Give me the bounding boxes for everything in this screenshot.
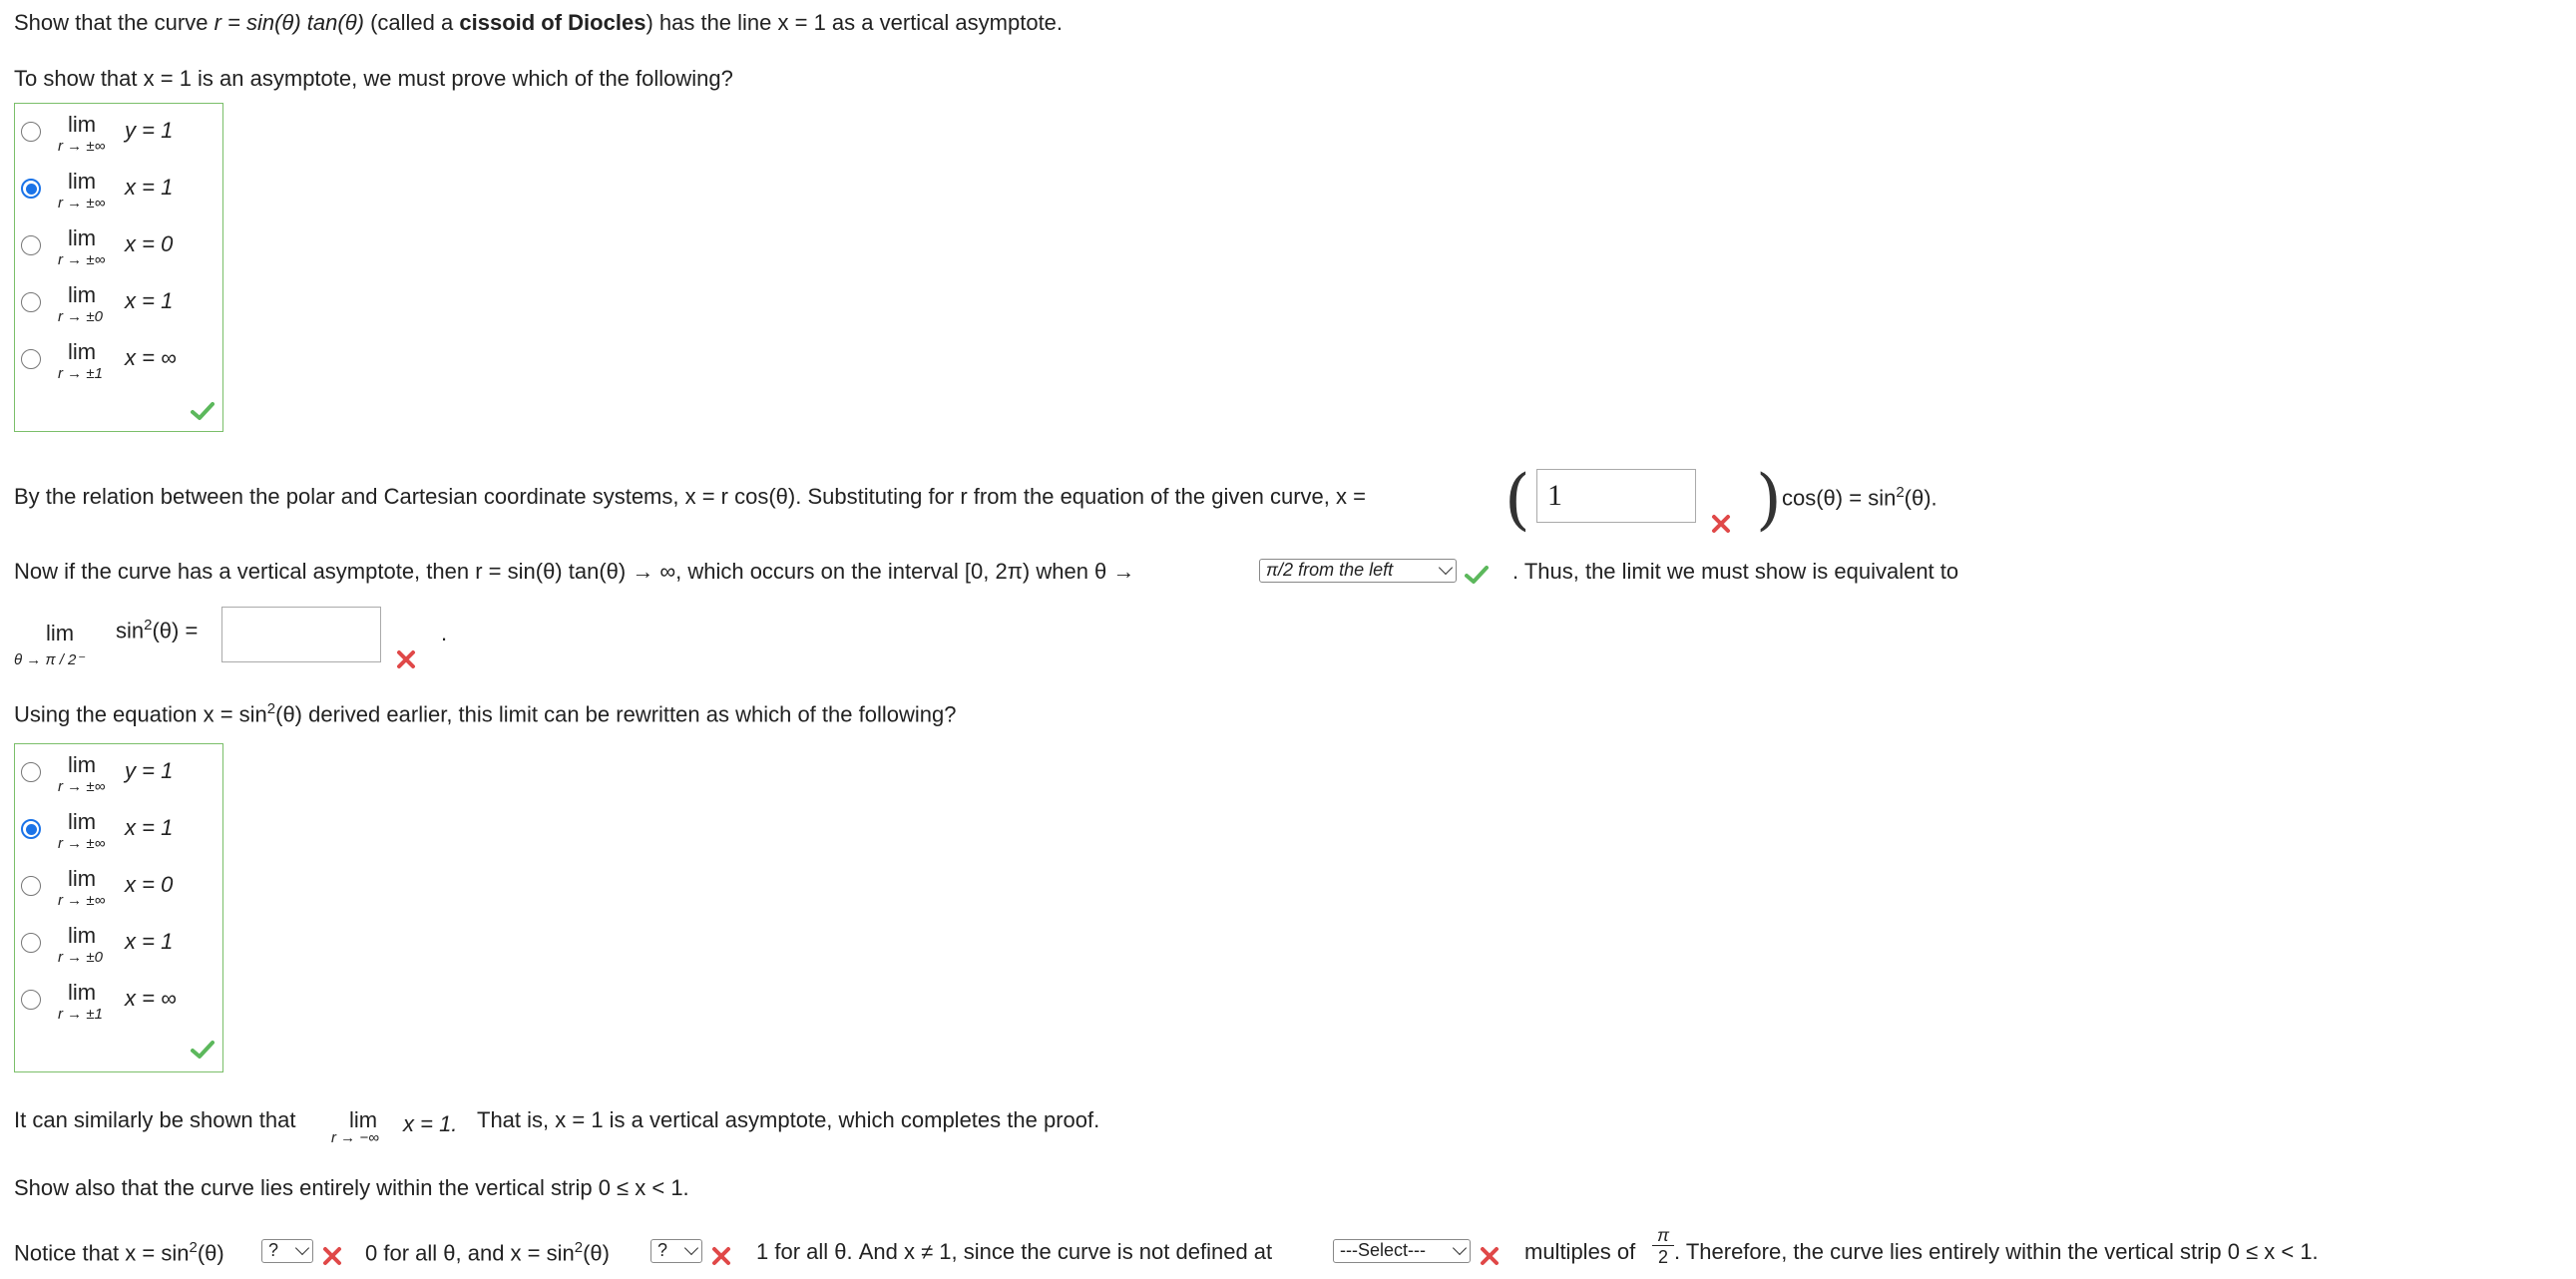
- notice-text-2: 0 for all θ, and $x = \sin^2(\theta)$: [365, 1239, 610, 1266]
- question-2-choices: [14, 743, 223, 1072]
- relation-equation-tail: $\cos(\theta) = \sin^2(\theta)$.: [1782, 484, 1937, 511]
- q1-option-2[interactable]: lim r → ±∞ x = 1: [21, 167, 215, 222]
- similar-text-tail: That is, x = 1 is a vertical asymptote, which completes the proof.: [477, 1107, 1100, 1132]
- notice-text-4: multiples of: [1524, 1239, 1636, 1264]
- incorrect-x-icon: [321, 1245, 343, 1267]
- inequality-select-1[interactable]: ?: [261, 1239, 313, 1263]
- right-paren: ): [1756, 461, 1782, 538]
- q2-option-2[interactable]: lim r → ±∞ x = 1: [21, 807, 215, 863]
- radio-button[interactable]: [21, 876, 41, 896]
- limit-period: .: [441, 621, 448, 645]
- radio-button[interactable]: [21, 990, 41, 1010]
- notice-text-1: Notice that $x = \sin^2(\theta)$: [14, 1239, 224, 1266]
- multiples-select[interactable]: ---Select---: [1333, 1239, 1471, 1263]
- inequality-select-2[interactable]: ?: [650, 1239, 702, 1263]
- radio-button[interactable]: [21, 933, 41, 953]
- radio-button-selected[interactable]: [21, 179, 41, 199]
- q1-option-5[interactable]: lim r → ±1 x = ∞: [21, 337, 215, 393]
- radio-button[interactable]: [21, 122, 41, 142]
- q1-option-4[interactable]: lim r → ±0 x = 1: [21, 280, 215, 336]
- limit-value-input[interactable]: [221, 607, 381, 662]
- incorrect-x-icon: [1479, 1245, 1501, 1267]
- correct-check-icon: [191, 1040, 215, 1060]
- incorrect-x-icon: [395, 648, 417, 670]
- q2-option-5[interactable]: lim r → ±1 x = ∞: [21, 978, 215, 1034]
- similar-rhs: x = 1.: [403, 1111, 458, 1136]
- correct-check-icon: [191, 401, 215, 421]
- q2-option-3[interactable]: lim r → ±∞ x = 0: [21, 864, 215, 920]
- relation-text: By the relation between the polar and Cartesian coordinate systems, x = r cos(θ). Substituting for r from the equation of the given curve, x =: [14, 484, 1366, 509]
- q1-option-1[interactable]: lim r → ±∞ y = 1: [21, 110, 215, 166]
- radio-button[interactable]: [21, 762, 41, 782]
- similar-lim: lim: [349, 1107, 378, 1132]
- q1-option-3[interactable]: lim r → ±∞ x = 0: [21, 223, 215, 279]
- q2-option-4[interactable]: lim r → ±0 x = 1: [21, 921, 215, 977]
- pi-over-2-fraction: $\frac{\pi}{2}$: [1652, 1225, 1674, 1268]
- x-equation-input[interactable]: [1536, 469, 1696, 523]
- question-2-prompt: Using the equation $x = \sin^2(\theta)$ derived earlier, this limit can be rewritten as which of the following?: [14, 700, 957, 727]
- radio-button[interactable]: [21, 349, 41, 369]
- radio-button[interactable]: [21, 292, 41, 312]
- question-1-choices: [14, 103, 223, 432]
- limit-expression: $\sin^2(\theta)$ =: [116, 617, 199, 643]
- asymptote-text: Now if the curve has a vertical asymptote, then r = sin(θ) tan(θ) → ∞, which occurs on the interval [0, 2π) when θ →: [14, 559, 1135, 584]
- radio-button[interactable]: [21, 235, 41, 255]
- theta-limit-select[interactable]: π/2 from the left: [1259, 559, 1457, 583]
- limit-subscript: θ → π / 2⁻: [14, 651, 85, 668]
- similar-text: It can similarly be shown that: [14, 1107, 296, 1132]
- problem-statement: Show that the curve r = sin(θ) tan(θ) (called a cissoid of Diocles) has the line x = 1 as a vertical asymptote.: [14, 10, 1064, 35]
- incorrect-x-icon: [710, 1245, 732, 1267]
- strip-prompt: Show also that the curve lies entirely within the vertical strip 0 ≤ x < 1.: [14, 1175, 689, 1200]
- radio-button-selected[interactable]: [21, 819, 41, 839]
- limit-lim: lim: [46, 621, 75, 645]
- asymptote-text-tail: . Thus, the limit we must show is equivalent to: [1512, 559, 1959, 584]
- similar-subscript: r → −∞: [331, 1129, 379, 1146]
- correct-check-icon: [1465, 565, 1489, 585]
- question-1-prompt: To show that x = 1 is an asymptote, we must prove which of the following?: [14, 66, 733, 91]
- notice-text-5: . Therefore, the curve lies entirely within the vertical strip 0 ≤ x < 1.: [1674, 1239, 2319, 1264]
- notice-text-3: 1 for all θ. And x ≠ 1, since the curve is not defined at: [756, 1239, 1273, 1264]
- q2-option-1[interactable]: lim r → ±∞ y = 1: [21, 750, 215, 806]
- incorrect-x-icon: [1710, 513, 1732, 535]
- left-paren: (: [1504, 461, 1530, 538]
